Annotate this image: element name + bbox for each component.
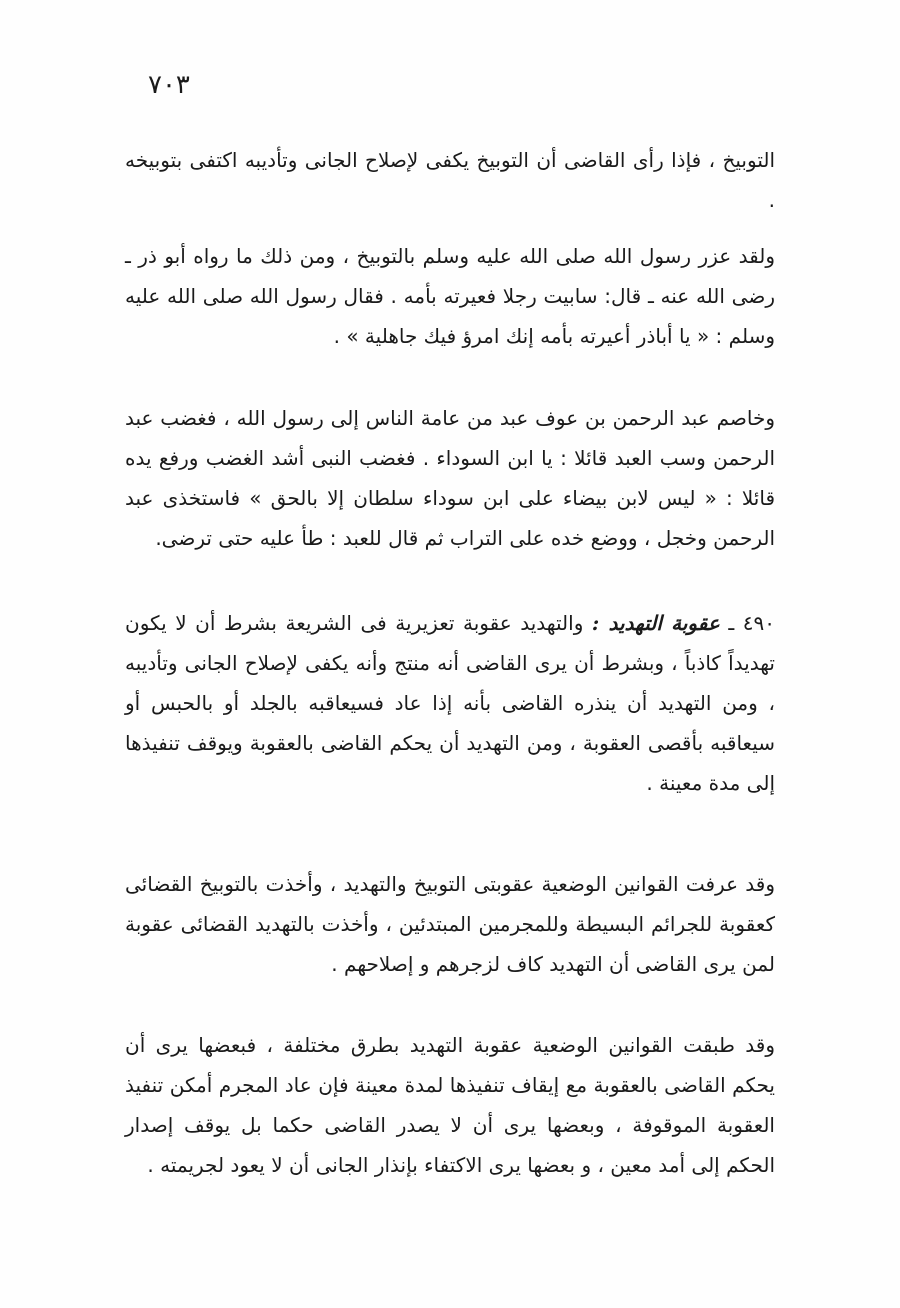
paragraph-6-text: وقد طبقت القوانين الوضعية عقوبة التهديد بطرق مختلفة ، فبعضها يرى أن يحكم القاضى بالعقوبة مع إيقاف تنفيذها لمدة معينة فإن عاد المجرم أمكن تنفيذ العقوبة الموقوفة ، وبعضها يرى أن لا يصدر القاضى حكما بل يوقف إصدار الحكم إلى أمد معين ، و بعضها يرى الاكتفاء بإنذار الجانى أن لا يعود لجريمته . [125, 1033, 775, 1177]
paragraph-1-text: التوبيخ ، فإذا رأى القاضى أن التوبيخ يكفى لإصلاح الجانى وتأديبه اكتفى بتوبيخه . [125, 148, 775, 212]
paragraph-2 [125, 236, 775, 356]
page-number: ٧٠٣ [148, 70, 190, 100]
paragraph-2-text: ولقد عزر رسول الله صلى الله عليه وسلم بالتوبيخ ، ومن ذلك ما رواه أبو ذر ـ رضى الله عنه ـ قال: سابيت رجلا فعيرته بأمه . فقال رسول الله صلى الله عليه وسلم : « يا أباذر أعيرته بأمه إنك امرؤ فيك جاهلية » . [125, 244, 775, 348]
section-number: ٤٩٠ ـ [728, 611, 775, 635]
paragraph-5-text: وقد عرفت القوانين الوضعية عقوبتى التوبيخ والتهديد ، وأخذت بالتوبيخ القضائى كعقوبة للجرائم البسيطة وللمجرمين المبتدئين ، وأخذت بالتهديد القضائى عقوبة لمن يرى القاضى أن التهديد كاف لزجرهم و إصلاحهم . [125, 872, 775, 976]
paragraph-6 [125, 1025, 775, 1185]
paragraph-1 [125, 140, 775, 220]
paragraph-5 [125, 864, 775, 984]
section-heading: عقوبة التهديد : [591, 611, 720, 635]
paragraph-4-section-490 [125, 603, 775, 803]
paragraph-4-text: والتهديد عقوبة تعزيرية فى الشريعة بشرط أن لا يكون تهديداً كاذباً ، وبشرط أن يرى القاضى أنه منتج وأنه يكفى لإصلاح الجانى وتأديبه ، ومن التهديد أن ينذره القاضى بأنه إذا عاد فسيعاقبه بالجلد أو بالحبس أو سيعاقبه بأقصى العقوبة ، ومن التهديد أن يحكم القاضى بالعقوبة ويوقف تنفيذها إلى مدة معينة . [125, 611, 775, 795]
paragraph-3-text: وخاصم عبد الرحمن بن عوف عبد من عامة الناس إلى رسول الله ، فغضب عبد الرحمن وسب العبد قائلا : يا ابن السوداء . فغضب النبى أشد الغضب ورفع يده قائلا : « ليس لابن بيضاء على ابن سوداء سلطان إلا بالحق » فاستخذى عبد الرحمن وخجل ، ووضع خده على التراب ثم قال للعبد : طأ عليه حتى ترضى. [125, 406, 775, 550]
paragraph-3 [125, 398, 775, 558]
